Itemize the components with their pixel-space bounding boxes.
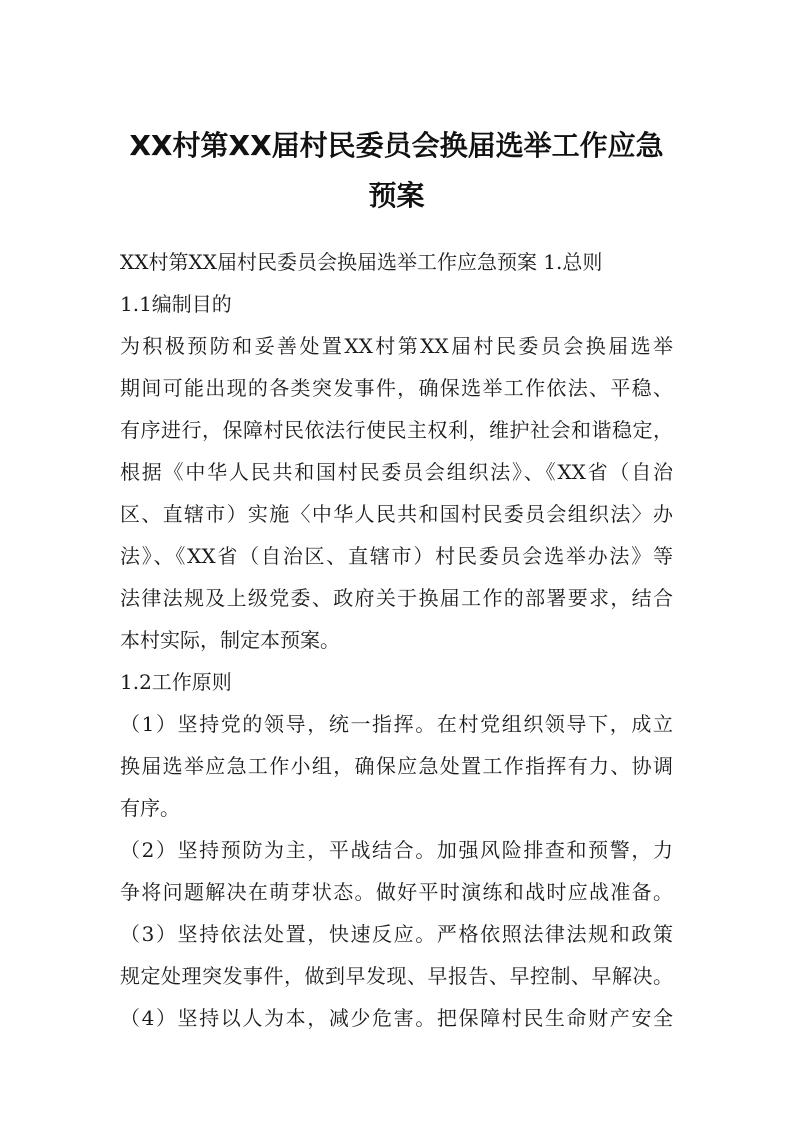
principle-line: 有序。 xyxy=(120,796,180,820)
paragraph-line: 有序进行，保障村民依法行使民主权利，维护社会和谐稳定， xyxy=(120,418,673,442)
principle-line: 规定处理突发事件，做到早发现、早报告、早控制、早解决。 xyxy=(120,964,673,988)
paragraph-line: 法》、《XX省（自治区、直辖市）村民委员会选举办法》等 xyxy=(120,544,673,568)
principle-line: （3）坚持依法处置，快速反应。严格依照法律法规和政策 xyxy=(120,922,673,946)
paragraph-line: 根据《中华人民共和国村民委员会组织法》、《XX省（自治 xyxy=(120,460,673,484)
principle-line: 换届选举应急工作小组，确保应急处置工作指挥有力、协调 xyxy=(120,754,673,778)
paragraph-line: 为积极预防和妥善处置XX村第XX届村民委员会换届选举 xyxy=(120,334,673,358)
principle-line: （4）坚持以人为本，减少危害。把保障村民生命财产安全 xyxy=(120,1006,673,1030)
paragraph-line: 本村实际，制定本预案。 xyxy=(120,628,340,652)
section-heading-1-2: 1.2工作原则 xyxy=(120,670,232,694)
principle-line: 争将问题解决在萌芽状态。做好平时演练和战时应战准备。 xyxy=(120,880,673,904)
paragraph-line: 区、直辖市）实施〈中华人民共和国村民委员会组织法〉办 xyxy=(120,502,673,526)
intro-heading-line: XX村第XX届村民委员会换届选举工作应急预案 1.总则 xyxy=(120,250,603,274)
paragraph-line: 期间可能出现的各类突发事件，确保选举工作依法、平稳、 xyxy=(120,376,673,400)
paragraph-line: 法律法规及上级党委、政府关于换届工作的部署要求，结合 xyxy=(120,586,673,610)
document-title-line-2: 预案 xyxy=(368,179,425,212)
section-heading-1-1: 1.1编制目的 xyxy=(120,292,232,316)
principle-line: （1）坚持党的领导，统一指挥。在村党组织领导下，成立 xyxy=(120,712,673,736)
principle-line: （2）坚持预防为主，平战结合。加强风险排查和预警，力 xyxy=(120,838,673,862)
document-title-line-1: XX村第XX届村民委员会换届选举工作应急 xyxy=(129,129,664,162)
